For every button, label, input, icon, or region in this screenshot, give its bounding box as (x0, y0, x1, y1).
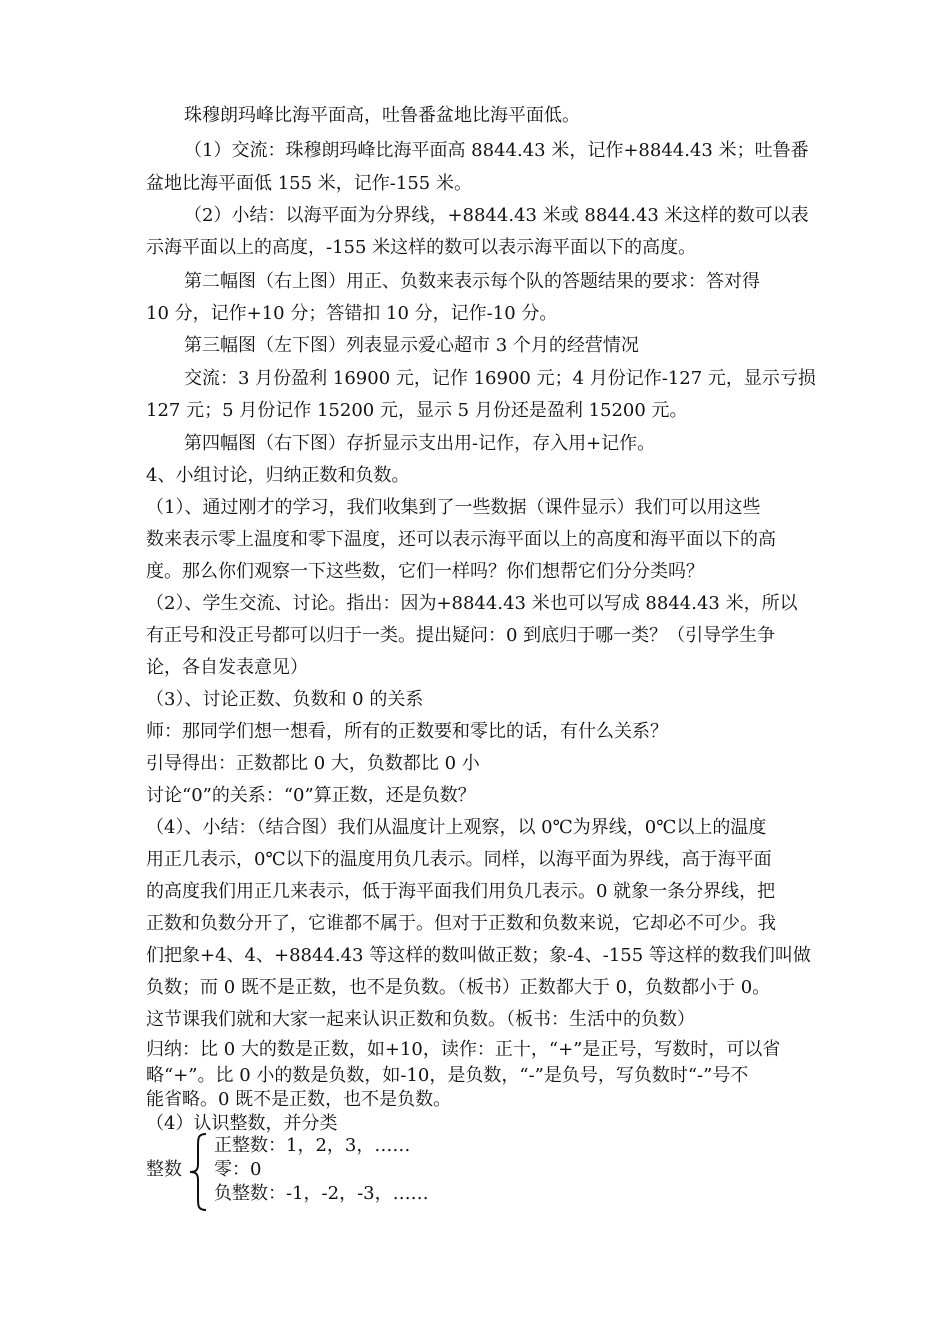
text-line: 盆地比海平面低 155 米，记作-155 米。 (146, 173, 472, 194)
text-line: 引导得出：正数都比 0 大，负数都比 0 小 (146, 753, 480, 774)
text-line: （1）交流：珠穆朗玛峰比海平面高 8844.43 米，记作+8844.43 米；吐鲁番 (184, 140, 809, 161)
text-line: （4）认识整数，并分类 (146, 1113, 338, 1134)
text-line: 127 元；5 月份记作 15200 元，显示 5 月份还是盈利 15200 元。 (146, 400, 688, 421)
text-line: 师：那同学们想一想看，所有的正数要和零比的话，有什么关系？ (146, 721, 668, 742)
text-line: 度。那么你们观察一下这些数，它们一样吗？你们想帮它们分分类吗？ (146, 561, 704, 582)
classification-item-positive: 正整数：1，2，3，…… (214, 1135, 411, 1156)
text-line: 数来表示零上温度和零下温度，还可以表示海平面以上的高度和海平面以下的高 (146, 529, 776, 550)
text-line: 4、小组讨论，归纳正数和负数。 (146, 465, 410, 486)
text-line: 珠穆朗玛峰比海平面高，吐鲁番盆地比海平面低。 (184, 105, 580, 126)
text-line: 的高度我们用正几来表示，低于海平面我们用负几表示。0 就象一条分界线，把 (146, 881, 776, 902)
text-line: 负数；而 0 既不是正数，也不是负数。（板书）正数都大于 0，负数都小于 0。 (146, 977, 771, 998)
text-line: （4）、小结：（结合图）我们从温度计上观察，以 0℃为界线，0℃以上的温度 (146, 817, 767, 838)
text-line: 10 分，记作+10 分；答错扣 10 分，记作-10 分。 (146, 303, 558, 324)
integer-classification-label: 整数 (146, 1159, 182, 1180)
text-line: 略“+”。比 0 小的数是负数，如-10，是负数，“-”是负号，写负数时“-”号不 (146, 1065, 749, 1086)
text-line: 第三幅图（左下图）列表显示爱心超市 3 个月的经营情况 (184, 335, 639, 356)
text-line: 们把象+4、4、+8844.43 等这样的数叫做正数；象-4、-155 等这样的数我们叫做 (146, 945, 811, 966)
text-line: 归纳：比 0 大的数是正数，如+10，读作：正十，“+”是正号，写数时，可以省 (146, 1039, 781, 1060)
text-line: 交流：3 月份盈利 16900 元，记作 16900 元；4 月份记作-127 元，显示亏损 (184, 368, 816, 389)
text-line: 有正号和没正号都可以归于一类。提出疑问：0 到底归于哪一类？（引导学生争 (146, 625, 776, 646)
text-line: 正数和负数分开了，它谁都不属于。但对于正数和负数来说，它却必不可少。我 (146, 913, 776, 934)
text-line: 这节课我们就和大家一起来认识正数和负数。（板书：生活中的负数） (146, 1009, 695, 1030)
classification-item-zero: 零：0 (214, 1159, 262, 1180)
left-brace (186, 1132, 212, 1212)
text-line: （2）、学生交流、讨论。指出：因为+8844.43 米也可以写成 8844.43 米，所以 (146, 593, 798, 614)
text-line: （1）、通过刚才的学习，我们收集到了一些数据（课件显示）我们可以用这些 (146, 497, 761, 518)
text-line: 第二幅图（右上图）用正、负数来表示每个队的答题结果的要求：答对得 (184, 271, 760, 292)
text-line: 示海平面以上的高度，-155 米这样的数可以表示海平面以下的高度。 (146, 237, 697, 258)
classification-item-negative: 负整数：-1，-2，-3，…… (214, 1183, 429, 1204)
text-line: （3）、讨论正数、负数和 0 的关系 (146, 689, 424, 710)
text-line: 讨论“0”的关系：“0”算正数，还是负数？ (146, 785, 476, 806)
text-line: （2）小结：以海平面为分界线，+8844.43 米或 8844.43 米这样的数可以表 (184, 205, 809, 226)
text-line: 第四幅图（右下图）存折显示支出用-记作，存入用+记作。 (184, 433, 656, 454)
text-line: 能省略。0 既不是正数，也不是负数。 (146, 1089, 452, 1110)
text-line: 论，各自发表意见） (146, 657, 308, 678)
text-line: 用正几表示，0℃以下的温度用负几表示。同样，以海平面为界线，高于海平面 (146, 849, 772, 870)
